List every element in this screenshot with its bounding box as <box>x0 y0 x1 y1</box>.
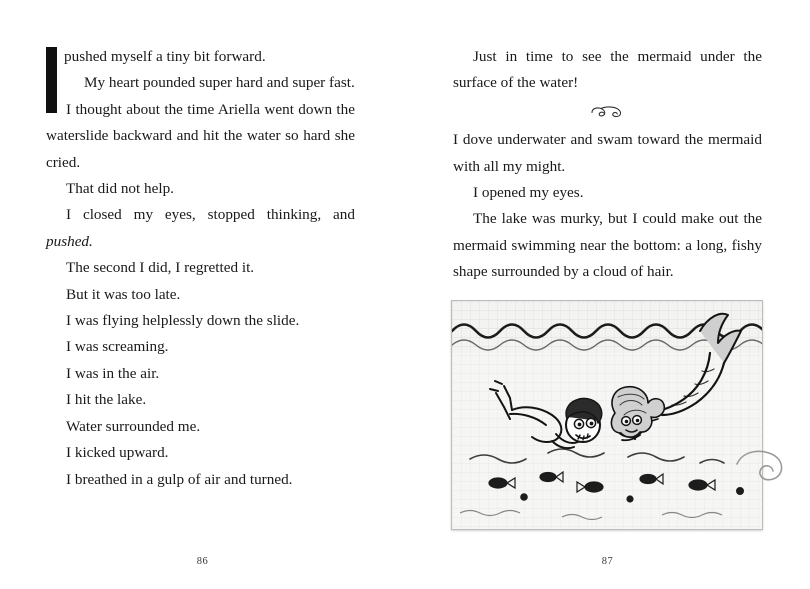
paragraph: The second I did, I regretted it. <box>66 259 255 277</box>
left-page-text-column <box>46 44 355 493</box>
paragraph-text: I closed my eyes, stopped thinking, and <box>66 206 355 224</box>
paragraph: I was flying helplessly down the slide. <box>66 312 300 330</box>
paragraph: I kicked upward. <box>66 444 169 462</box>
paragraph: I was in the air. <box>66 364 160 382</box>
paragraph: pushed myself a tiny bit forward. <box>64 48 266 65</box>
right-page-text-column <box>453 44 762 530</box>
illustration-container <box>451 300 761 530</box>
paragraph: I breathed in a gulp of air and turned. <box>66 470 293 488</box>
mermaid-illustration <box>451 300 763 530</box>
paragraph: That did not help. <box>66 180 174 198</box>
paragraph: My heart pounded super hard and super fast. <box>84 74 355 92</box>
paragraph: I hit the lake. <box>66 391 147 409</box>
page-number: 86 <box>196 556 209 567</box>
page-number: 87 <box>601 556 614 567</box>
right-page <box>405 0 810 589</box>
paragraph: I thought about the time Ariella went down the waterslide backward and hit the water so hard she cried. <box>46 100 355 171</box>
paragraph: Water surrounded me. <box>66 417 201 435</box>
paragraph: I was screaming. <box>66 338 169 356</box>
chapter-bar-ornament <box>46 47 57 113</box>
paragraph: I opened my eyes. <box>473 184 584 202</box>
paragraph: I dove underwater and swam toward the mermaid with all my might. <box>453 131 762 175</box>
paragraph: Just in time to see the mermaid under the surface of the water! <box>453 48 762 92</box>
italic-word: pushed. <box>46 232 93 250</box>
swirl-divider-icon <box>453 99 762 125</box>
paragraph-with-italic <box>46 202 355 255</box>
paragraph: The lake was murky, but I could make out the mermaid swimming near the bottom: a long, fishy shape surrounded by a cloud of hair. <box>453 210 762 281</box>
paragraph: But it was too late. <box>66 285 181 303</box>
